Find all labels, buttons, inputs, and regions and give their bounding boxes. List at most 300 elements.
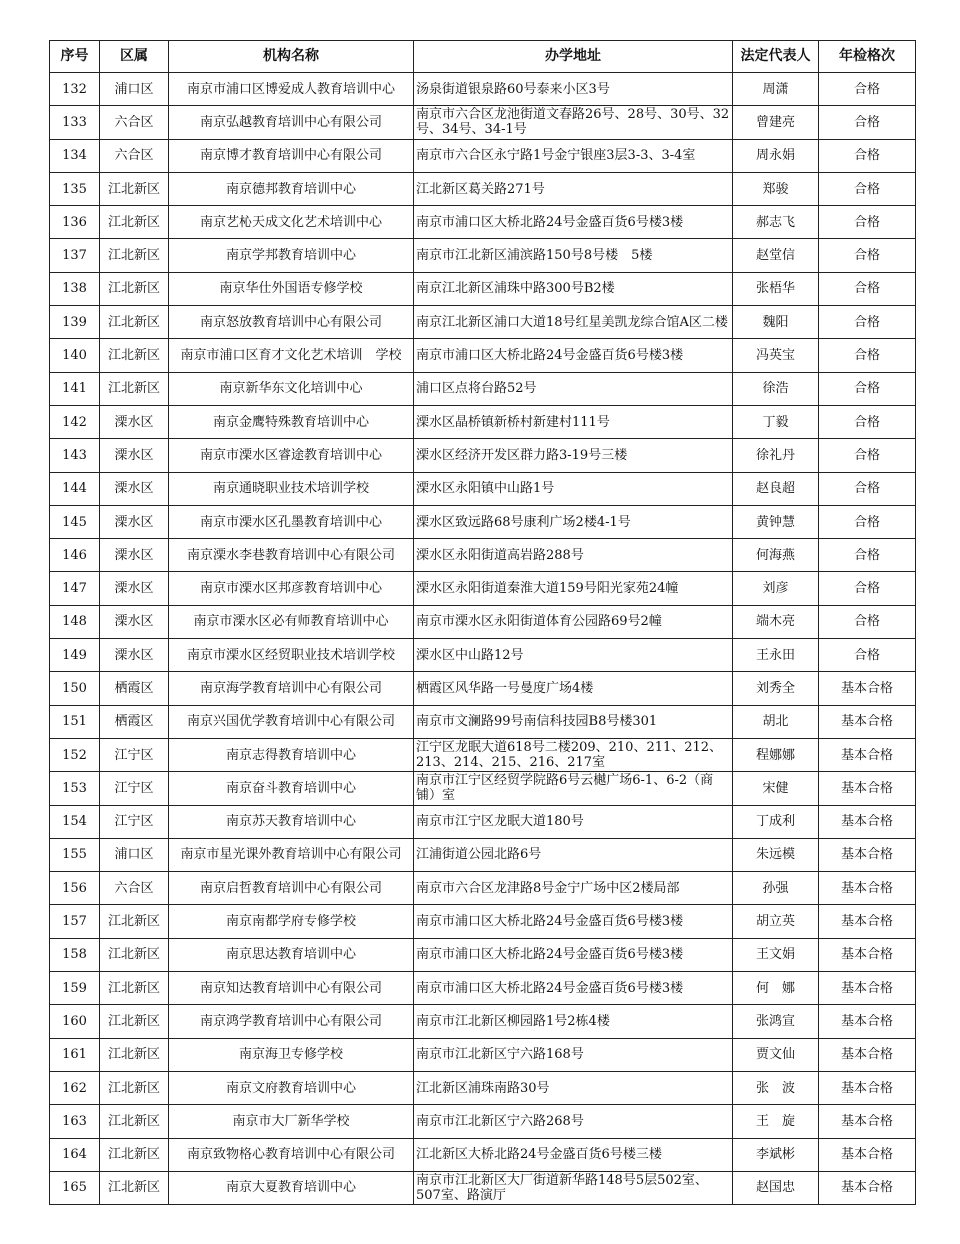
cell-address xyxy=(414,405,733,438)
cell-grade-text: 合格 xyxy=(853,547,880,563)
cell-no xyxy=(50,672,100,705)
cell-name-text: 南京博才教育培训中心有限公司 xyxy=(199,148,382,164)
cell-representative xyxy=(733,106,819,139)
cell-no-text: 148 xyxy=(62,614,87,630)
cell-name xyxy=(169,705,414,738)
cell-no xyxy=(50,872,100,905)
cell-representative-text: 徐浩 xyxy=(762,381,789,397)
cell-representative xyxy=(733,472,819,505)
cell-address xyxy=(414,605,733,638)
cell-representative xyxy=(733,772,819,805)
cell-grade-text: 基本合格 xyxy=(840,714,893,730)
table-row xyxy=(50,738,916,771)
cell-grade xyxy=(819,1105,916,1138)
cell-district xyxy=(100,938,169,971)
cell-no xyxy=(50,1005,100,1038)
cell-representative xyxy=(733,1005,819,1038)
cell-no-text: 159 xyxy=(62,980,87,996)
cell-name xyxy=(169,1071,414,1104)
cell-district-text: 溧水区 xyxy=(114,647,154,663)
cell-representative-text: 赵堂信 xyxy=(755,248,795,264)
cell-district xyxy=(100,705,169,738)
cell-district-text: 江北新区 xyxy=(107,980,160,996)
header-representative: 法定代表人 xyxy=(733,41,819,73)
cell-representative xyxy=(733,73,819,106)
cell-representative xyxy=(733,1105,819,1138)
cell-representative xyxy=(733,605,819,638)
cell-district-text: 浦口区 xyxy=(114,81,154,97)
table-row xyxy=(50,838,916,871)
cell-representative-text: 赵国忠 xyxy=(755,1180,795,1196)
cell-grade xyxy=(819,672,916,705)
cell-grade xyxy=(819,938,916,971)
cell-no-text: 149 xyxy=(62,647,87,663)
cell-representative xyxy=(733,938,819,971)
table-row xyxy=(50,772,916,805)
cell-name xyxy=(169,1171,414,1204)
cell-name-text: 南京苏天教育培训中心 xyxy=(225,814,356,830)
cell-address-text: 南京市江北新区浦滨路150号8号楼 5楼 xyxy=(416,248,653,264)
cell-name xyxy=(169,539,414,572)
cell-name-text: 南京奋斗教育培训中心 xyxy=(225,780,356,796)
cell-address-text: 溧水区经济开发区群力路3-19号三楼 xyxy=(416,447,628,463)
cell-no xyxy=(50,272,100,305)
cell-no-text: 154 xyxy=(62,814,87,830)
cell-grade-text: 合格 xyxy=(853,81,880,97)
cell-name xyxy=(169,239,414,272)
cell-name-text: 南京南都学府专修学校 xyxy=(225,914,356,930)
cell-grade xyxy=(819,206,916,239)
cell-name xyxy=(169,306,414,339)
cell-representative xyxy=(733,672,819,705)
cell-representative-text: 曾建亮 xyxy=(755,114,795,130)
table-row xyxy=(50,1171,916,1204)
cell-name xyxy=(169,439,414,472)
cell-representative xyxy=(733,306,819,339)
cell-district xyxy=(100,772,169,805)
cell-grade xyxy=(819,73,916,106)
cell-grade-text: 基本合格 xyxy=(840,1047,893,1063)
cell-name xyxy=(169,505,414,538)
cell-representative-text: 端木亮 xyxy=(755,614,795,630)
cell-name-text: 南京市浦口区博爱成人教育培训中心 xyxy=(186,81,395,97)
cell-address-text: 南京市浦口区大桥北路24号金盛百货6号楼3楼 xyxy=(416,914,684,930)
cell-grade-text: 合格 xyxy=(853,447,880,463)
cell-representative xyxy=(733,1038,819,1071)
cell-name xyxy=(169,639,414,672)
cell-address xyxy=(414,306,733,339)
cell-address-text: 汤泉街道银泉路60号泰来小区3号 xyxy=(416,81,610,97)
cell-representative-text: 宋健 xyxy=(762,780,789,796)
cell-name-text: 南京思达教育培训中心 xyxy=(225,947,356,963)
cell-district-text: 栖霞区 xyxy=(114,714,154,730)
cell-name-text: 南京市溧水区邦彦教育培训中心 xyxy=(199,581,382,597)
cell-grade xyxy=(819,1138,916,1171)
cell-no xyxy=(50,472,100,505)
cell-grade-text: 基本合格 xyxy=(840,914,893,930)
cell-grade xyxy=(819,306,916,339)
cell-district xyxy=(100,1138,169,1171)
cell-no xyxy=(50,505,100,538)
cell-representative xyxy=(733,572,819,605)
cell-no-text: 139 xyxy=(62,314,87,330)
cell-district-text: 江北新区 xyxy=(107,1147,160,1163)
cell-address xyxy=(414,705,733,738)
cell-district-text: 江北新区 xyxy=(107,1180,160,1196)
header-grade: 年检格次 xyxy=(819,41,916,73)
cell-representative-text: 丁毅 xyxy=(762,414,789,430)
table-row xyxy=(50,1105,916,1138)
cell-grade-text: 合格 xyxy=(853,381,880,397)
cell-district xyxy=(100,1038,169,1071)
cell-district xyxy=(100,605,169,638)
cell-district-text: 六合区 xyxy=(114,148,154,164)
cell-name xyxy=(169,73,414,106)
cell-name-text: 南京德邦教育培训中心 xyxy=(225,181,356,197)
cell-grade xyxy=(819,838,916,871)
cell-representative xyxy=(733,1138,819,1171)
cell-representative-text: 朱远模 xyxy=(755,847,795,863)
cell-no-text: 147 xyxy=(62,581,87,597)
cell-grade-text: 基本合格 xyxy=(840,1113,893,1129)
cell-name xyxy=(169,472,414,505)
cell-representative-text: 周永娟 xyxy=(755,148,795,164)
cell-name xyxy=(169,272,414,305)
cell-address xyxy=(414,672,733,705)
table-row xyxy=(50,805,916,838)
cell-grade-text: 基本合格 xyxy=(840,1080,893,1096)
cell-address-text: 江北新区葛关路271号 xyxy=(416,181,545,197)
cell-representative-text: 丁成利 xyxy=(755,814,795,830)
cell-representative-text: 何海燕 xyxy=(755,547,795,563)
cell-address-text: 南京市江北新区宁六路168号 xyxy=(416,1047,584,1063)
cell-district xyxy=(100,1171,169,1204)
cell-district xyxy=(100,1071,169,1104)
cell-name-text: 南京致物格心教育培训中心有限公司 xyxy=(186,1147,395,1163)
cell-address-text: 江北新区浦珠南路30号 xyxy=(416,1080,550,1096)
cell-no xyxy=(50,705,100,738)
cell-representative-text: 王文娟 xyxy=(755,947,795,963)
cell-address-text: 南京江北新区浦口大道18号红星美凯龙综合馆A区二楼 xyxy=(416,314,728,330)
cell-name-text: 南京启哲教育培训中心有限公司 xyxy=(199,880,382,896)
cell-no xyxy=(50,372,100,405)
cell-no-text: 165 xyxy=(62,1180,87,1196)
cell-grade xyxy=(819,972,916,1005)
cell-no-text: 137 xyxy=(62,248,87,264)
cell-grade xyxy=(819,872,916,905)
cell-district-text: 江北新区 xyxy=(107,1047,160,1063)
cell-grade-text: 合格 xyxy=(853,214,880,230)
cell-no-text: 133 xyxy=(62,114,87,130)
cell-no xyxy=(50,639,100,672)
cell-no xyxy=(50,972,100,1005)
cell-representative xyxy=(733,139,819,172)
cell-district xyxy=(100,239,169,272)
cell-district-text: 溧水区 xyxy=(114,414,154,430)
cell-name-text: 南京市溧水区睿途教育培训中心 xyxy=(199,447,382,463)
cell-no xyxy=(50,405,100,438)
cell-name xyxy=(169,139,414,172)
cell-grade-text: 基本合格 xyxy=(840,880,893,896)
cell-district-text: 江北新区 xyxy=(107,914,160,930)
cell-address xyxy=(414,472,733,505)
cell-no-text: 136 xyxy=(62,214,87,230)
cell-no xyxy=(50,172,100,205)
cell-district-text: 江北新区 xyxy=(107,181,160,197)
cell-address-text: 南京市江北新区柳园路1号2栋4楼 xyxy=(416,1013,610,1029)
cell-address-text: 溧水区晶桥镇新桥村新建村111号 xyxy=(416,414,610,430)
cell-grade xyxy=(819,905,916,938)
cell-grade xyxy=(819,539,916,572)
cell-name-text: 南京弘越教育培训中心有限公司 xyxy=(199,114,382,130)
cell-name xyxy=(169,172,414,205)
table-row xyxy=(50,1071,916,1104)
institution-table xyxy=(49,40,916,1205)
table-row xyxy=(50,1138,916,1171)
cell-address xyxy=(414,738,733,771)
cell-district-text: 六合区 xyxy=(114,114,154,130)
cell-grade-text: 合格 xyxy=(853,314,880,330)
cell-no-text: 162 xyxy=(62,1080,87,1096)
cell-name xyxy=(169,206,414,239)
cell-address xyxy=(414,239,733,272)
cell-grade xyxy=(819,139,916,172)
cell-address-text: 溧水区永阳街道高岩路288号 xyxy=(416,547,584,563)
cell-no xyxy=(50,539,100,572)
cell-name xyxy=(169,672,414,705)
cell-district xyxy=(100,73,169,106)
cell-no-text: 134 xyxy=(62,148,87,164)
cell-district xyxy=(100,972,169,1005)
cell-name-text: 南京市浦口区育才文化艺术培训 学校 xyxy=(180,348,402,364)
cell-address xyxy=(414,1005,733,1038)
cell-address xyxy=(414,1105,733,1138)
cell-district-text: 六合区 xyxy=(114,880,154,896)
cell-grade-text: 基本合格 xyxy=(840,814,893,830)
cell-district-text: 江北新区 xyxy=(107,1013,160,1029)
table-row xyxy=(50,172,916,205)
cell-representative xyxy=(733,172,819,205)
cell-address xyxy=(414,639,733,672)
cell-no xyxy=(50,1071,100,1104)
cell-district xyxy=(100,306,169,339)
table-row xyxy=(50,572,916,605)
cell-name xyxy=(169,1005,414,1038)
cell-no-text: 155 xyxy=(62,847,87,863)
cell-name xyxy=(169,605,414,638)
cell-name xyxy=(169,772,414,805)
cell-representative-text: 胡北 xyxy=(762,714,789,730)
cell-representative-text: 刘秀全 xyxy=(755,680,795,696)
cell-address xyxy=(414,539,733,572)
cell-district xyxy=(100,905,169,938)
cell-address xyxy=(414,339,733,372)
cell-district xyxy=(100,439,169,472)
cell-address-text: 溧水区中山路12号 xyxy=(416,647,524,663)
cell-grade xyxy=(819,1038,916,1071)
cell-name-text: 南京通晓职业技术培训学校 xyxy=(212,481,369,497)
table-header-row xyxy=(50,41,916,73)
cell-no-text: 132 xyxy=(62,81,87,97)
cell-representative-text: 黄钟慧 xyxy=(755,514,795,530)
cell-no-text: 163 xyxy=(62,1113,87,1129)
cell-district-text: 江北新区 xyxy=(107,214,160,230)
cell-address-text: 江浦街道公园北路6号 xyxy=(416,847,542,863)
cell-address-text: 江宁区龙眠大道618号二楼209、210、211、212、213、214、215、216、217室 xyxy=(416,740,723,771)
table-row xyxy=(50,639,916,672)
cell-address xyxy=(414,139,733,172)
table-row xyxy=(50,106,916,139)
cell-no xyxy=(50,239,100,272)
cell-representative xyxy=(733,805,819,838)
cell-name-text: 南京文府教育培训中心 xyxy=(225,1080,356,1096)
table-row xyxy=(50,672,916,705)
cell-no xyxy=(50,339,100,372)
cell-representative xyxy=(733,505,819,538)
table-row xyxy=(50,938,916,971)
cell-grade-text: 合格 xyxy=(853,514,880,530)
cell-district xyxy=(100,738,169,771)
cell-address xyxy=(414,372,733,405)
cell-representative-text: 张鸿宣 xyxy=(755,1013,795,1029)
cell-address-text: 南京市江宁区经贸学院路6号云樾广场6-1、6-2（商铺）室 xyxy=(416,773,714,804)
cell-grade xyxy=(819,605,916,638)
cell-no-text: 150 xyxy=(62,680,87,696)
header-name: 机构名称 xyxy=(169,41,414,73)
cell-grade xyxy=(819,738,916,771)
cell-no-text: 138 xyxy=(62,281,87,297)
cell-representative xyxy=(733,639,819,672)
cell-grade xyxy=(819,572,916,605)
table-row xyxy=(50,1005,916,1038)
cell-grade-text: 合格 xyxy=(853,114,880,130)
cell-no-text: 144 xyxy=(62,481,87,497)
cell-name xyxy=(169,1038,414,1071)
cell-district xyxy=(100,139,169,172)
cell-address xyxy=(414,1171,733,1204)
cell-name xyxy=(169,805,414,838)
cell-name-text: 南京市溧水区必有师教育培训中心 xyxy=(193,614,389,630)
cell-representative xyxy=(733,972,819,1005)
table-row xyxy=(50,872,916,905)
cell-address-text: 南京市江北新区宁六路268号 xyxy=(416,1113,584,1129)
cell-address-text: 溧水区致远路68号康利广场2楼4-1号 xyxy=(416,514,631,530)
cell-district-text: 江宁区 xyxy=(114,814,154,830)
cell-no xyxy=(50,805,100,838)
cell-address xyxy=(414,505,733,538)
cell-address-text: 南京市溧水区永阳街道体育公园路69号2幢 xyxy=(416,614,662,630)
cell-grade-text: 合格 xyxy=(853,647,880,663)
cell-name xyxy=(169,1105,414,1138)
cell-grade-text: 基本合格 xyxy=(840,947,893,963)
cell-name-text: 南京学邦教育培训中心 xyxy=(225,248,356,264)
cell-no-text: 157 xyxy=(62,914,87,930)
table-row xyxy=(50,206,916,239)
cell-representative-text: 冯英宝 xyxy=(755,348,795,364)
cell-district xyxy=(100,106,169,139)
cell-address-text: 南京市浦口区大桥北路24号金盛百货6号楼3楼 xyxy=(416,348,684,364)
cell-no-text: 140 xyxy=(62,348,87,364)
cell-no-text: 142 xyxy=(62,414,87,430)
cell-name-text: 南京兴国优学教育培训中心有限公司 xyxy=(186,714,395,730)
cell-grade xyxy=(819,805,916,838)
cell-grade-text: 合格 xyxy=(853,348,880,364)
cell-district xyxy=(100,805,169,838)
cell-district xyxy=(100,872,169,905)
cell-representative-text: 王永田 xyxy=(755,647,795,663)
cell-district xyxy=(100,572,169,605)
header-district: 区属 xyxy=(100,41,169,73)
cell-district-text: 江北新区 xyxy=(107,381,160,397)
cell-representative-text: 王 旋 xyxy=(755,1113,795,1129)
cell-no xyxy=(50,106,100,139)
cell-district xyxy=(100,1105,169,1138)
cell-name-text: 南京怒放教育培训中心有限公司 xyxy=(199,314,382,330)
cell-district-text: 溧水区 xyxy=(114,447,154,463)
cell-grade-text: 合格 xyxy=(853,248,880,264)
cell-grade-text: 合格 xyxy=(853,581,880,597)
cell-grade-text: 合格 xyxy=(853,614,880,630)
cell-grade xyxy=(819,505,916,538)
cell-district xyxy=(100,272,169,305)
cell-no xyxy=(50,73,100,106)
cell-name xyxy=(169,1138,414,1171)
cell-name-text: 南京志得教育培训中心 xyxy=(225,747,356,763)
cell-address-text: 江北新区大桥北路24号金盛百货6号楼三楼 xyxy=(416,1147,662,1163)
cell-representative-text: 贾文仙 xyxy=(755,1047,795,1063)
cell-name-text: 南京金鹰特殊教育培训中心 xyxy=(212,414,369,430)
cell-representative xyxy=(733,872,819,905)
cell-grade-text: 合格 xyxy=(853,414,880,430)
cell-grade xyxy=(819,339,916,372)
cell-name-text: 南京市星光课外教育培训中心有限公司 xyxy=(180,847,402,863)
cell-grade-text: 基本合格 xyxy=(840,1147,893,1163)
cell-representative xyxy=(733,1071,819,1104)
cell-address xyxy=(414,73,733,106)
cell-no xyxy=(50,1171,100,1204)
cell-district-text: 溧水区 xyxy=(114,547,154,563)
cell-no-text: 141 xyxy=(62,381,87,397)
cell-name-text: 南京知达教育培训中心有限公司 xyxy=(199,980,382,996)
cell-address-text: 浦口区点将台路52号 xyxy=(416,381,537,397)
table-row xyxy=(50,439,916,472)
cell-grade-text: 基本合格 xyxy=(840,780,893,796)
cell-no-text: 143 xyxy=(62,447,87,463)
cell-name xyxy=(169,339,414,372)
table-body xyxy=(50,73,916,1205)
cell-address xyxy=(414,172,733,205)
cell-district-text: 江宁区 xyxy=(114,747,154,763)
cell-grade-text: 基本合格 xyxy=(840,1013,893,1029)
table-row xyxy=(50,405,916,438)
cell-no xyxy=(50,139,100,172)
cell-representative xyxy=(733,405,819,438)
cell-grade-text: 基本合格 xyxy=(840,847,893,863)
cell-representative xyxy=(733,1171,819,1204)
table-row xyxy=(50,139,916,172)
cell-grade-text: 基本合格 xyxy=(840,680,893,696)
cell-address-text: 溧水区永阳街道秦淮大道159号阳光家苑24幢 xyxy=(416,581,679,597)
cell-representative xyxy=(733,206,819,239)
cell-grade-text: 基本合格 xyxy=(840,980,893,996)
document-page xyxy=(49,40,915,1205)
cell-address xyxy=(414,838,733,871)
cell-name-text: 南京鸿学教育培训中心有限公司 xyxy=(199,1013,382,1029)
cell-address xyxy=(414,1038,733,1071)
table-row xyxy=(50,372,916,405)
cell-no xyxy=(50,605,100,638)
table-row xyxy=(50,505,916,538)
